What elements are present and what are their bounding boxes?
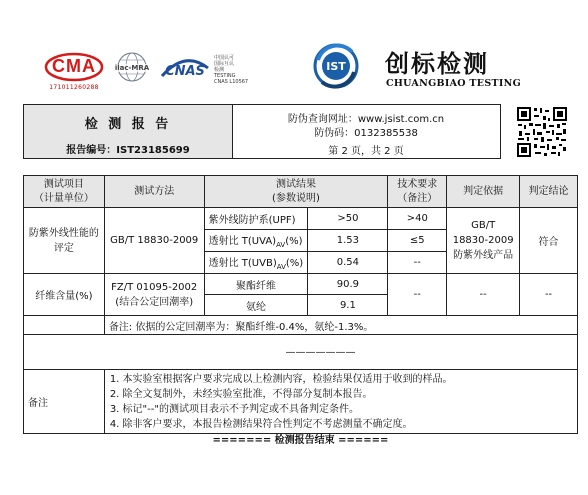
ilac-mra-text: ilac-MRA xyxy=(112,64,152,72)
uv-req-upf: >40 xyxy=(388,208,447,230)
fiber-req: -- xyxy=(388,274,447,316)
header-basis: 判定依据 xyxy=(447,176,520,208)
cma-logo xyxy=(44,52,104,92)
ist-logo xyxy=(312,42,360,90)
header-conclusion: 判定结论 xyxy=(520,176,578,208)
report-header-left xyxy=(24,105,233,158)
remark-item: 3. 标记"--"的测试项目表示不予判定或不具备判定条件。 xyxy=(109,403,359,415)
fiber-method: FZ/T 01095-2002 (结合公定回潮率) xyxy=(104,274,204,316)
uv-param-upf: 紫外线防护系(UPF) xyxy=(204,208,308,230)
fiber-param-spandex: 氨纶 xyxy=(204,295,308,316)
table-row xyxy=(24,335,578,370)
cnas-logo xyxy=(158,54,212,88)
report-title: 检 测 报 告 xyxy=(84,117,172,132)
header-requirement: 技术要求 （备注） xyxy=(388,176,447,208)
fiber-value-polyester: 90.9 xyxy=(308,274,388,295)
uv-basis: GB/T 18830-2009 防紫外线产品 xyxy=(447,208,520,274)
fiber-conclusion: -- xyxy=(520,274,578,316)
uv-param-uvb: 透射比 $T(UVB)_{AV}(\%)$ xyxy=(204,252,308,274)
moisture-note: 备注: 依据的公定回潮率为：聚酯纤维-0.4%，氨纶-1.3%。 xyxy=(104,316,577,335)
table-row xyxy=(24,316,578,335)
header-result: 测试结果 (参数说明) xyxy=(204,176,388,208)
uv-conclusion: 符合 xyxy=(520,208,578,274)
uv-value-uva: 1.53 xyxy=(308,230,388,252)
report-number-label: 报告编号： xyxy=(66,145,117,156)
report-end-marker: ======= 检测报告结束 ====== xyxy=(212,435,389,446)
query-website: 防伪查询网址：www.jsist.com.cn xyxy=(287,114,445,125)
uv-item: 防紫外线性能的 评定 xyxy=(24,208,105,274)
cma-number: 171011260288 xyxy=(49,84,99,91)
uv-value-upf: >50 xyxy=(308,208,388,230)
remarks-list xyxy=(104,370,577,434)
divider-row xyxy=(24,335,578,370)
remark-item: 4. 除非客户要求，本报告检测结果符合性判定不考虑测量不确定度。 xyxy=(109,418,413,430)
uv-req-uvb: -- xyxy=(388,252,447,274)
report-header-box xyxy=(23,104,501,159)
fiber-param-polyester: 聚酯纤维 xyxy=(204,274,308,295)
remark-item: 2. 除全文复制外，未经实验室批准，不得部分复制本报告。 xyxy=(109,388,373,400)
ilac-mra-logo xyxy=(112,51,152,91)
cnas-text: CNAS xyxy=(165,64,205,79)
uv-method: GB/T 18830-2009 xyxy=(104,208,204,274)
cnas-caption: 中国认可 国际互认 检测 TESTING CNAS L10567 xyxy=(214,55,249,85)
table-row xyxy=(24,208,578,230)
ist-text: IST xyxy=(326,60,346,73)
remarks-label: 备注 xyxy=(24,370,105,434)
remark-item: 1. 本实验室根据客户要求完成以上检测内容，检验结果仅适用于收到的样品。 xyxy=(109,373,453,385)
table-header-row xyxy=(24,176,578,208)
page-info: 第 2 页，共 2 页 xyxy=(328,146,404,157)
cma-logo-text: CMA xyxy=(52,56,96,76)
remarks-row xyxy=(24,370,578,434)
uv-value-uvb: 0.54 xyxy=(308,252,388,274)
fiber-basis: -- xyxy=(447,274,520,316)
fiber-item: 纤维含量(%) xyxy=(24,274,105,316)
anti-fake-code: 防伪码：0132385538 xyxy=(314,128,418,139)
table-row xyxy=(24,274,578,295)
uv-req-uva: ≤5 xyxy=(388,230,447,252)
report-number xyxy=(24,141,232,156)
brand-name-cn: 创标检测 xyxy=(385,49,489,78)
header-item: 测试项目 （计量单位） xyxy=(24,176,105,208)
fiber-value-spandex: 9.1 xyxy=(308,295,388,316)
header-method: 测试方法 xyxy=(104,176,204,208)
test-results-table xyxy=(23,175,578,434)
divider-line: ——————— xyxy=(285,346,356,358)
uv-param-uva: 透射比 $T(UVA)_{AV}(\%)$ xyxy=(204,230,308,252)
qr-code xyxy=(516,106,568,158)
report-number-value: IST23185699 xyxy=(116,145,190,156)
brand-name-en: CHUANGBIAO TESTING xyxy=(386,78,522,89)
